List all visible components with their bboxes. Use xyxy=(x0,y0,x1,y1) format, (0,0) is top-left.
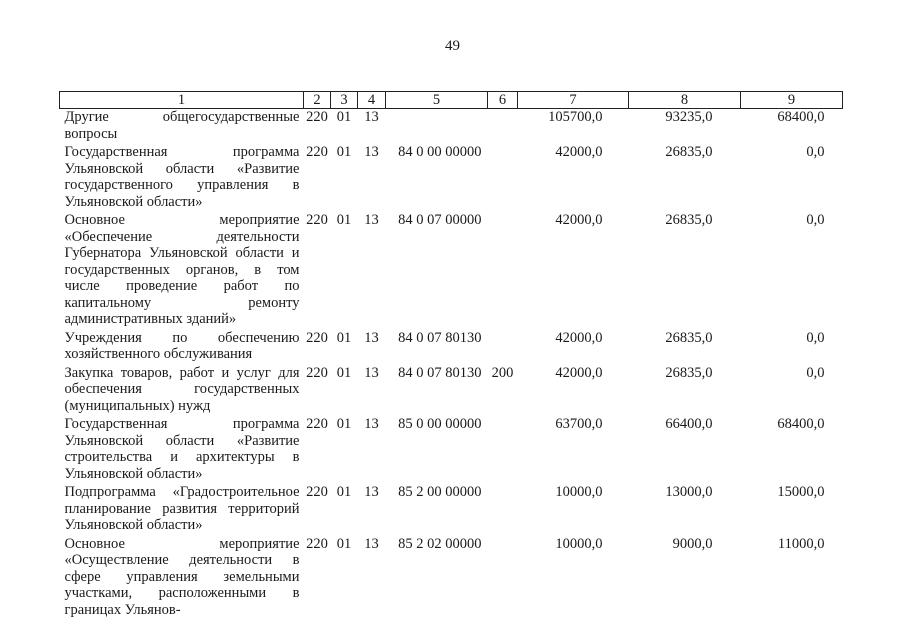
row-name: Другие общегосударственные вопросы xyxy=(64,109,300,142)
cell-col-2: 220 xyxy=(306,364,328,381)
row-name: Закупка товаров, работ и услуг для обеспечения государственных (муниципальных) нужд xyxy=(64,364,300,414)
cell-col-4: 13 xyxy=(364,535,379,552)
table-row xyxy=(60,109,843,145)
cell-col-7: 10000,0 xyxy=(555,535,603,552)
cell-col-7: 10000,0 xyxy=(555,484,603,500)
cell-col-9: 15000,0 xyxy=(777,484,825,500)
cell-col-2: 220 xyxy=(306,535,328,552)
cell-col-4: 13 xyxy=(364,484,379,500)
row-name: Государственная программа Ульяновской области «Развитие государственного управления в Ульяновской области» xyxy=(64,144,300,210)
row-name: Основное мероприятие «Обеспечение деятельности Губернатора Ульяновской области и государственных органов, в том числе проведение работ по капитальному ремонту административных зданий» xyxy=(64,212,300,327)
table-row xyxy=(60,536,843,621)
header-col-8: 8 xyxy=(629,92,741,109)
cell-col-4: 13 xyxy=(364,364,379,381)
cell-col-7: 63700,0 xyxy=(555,416,603,432)
cell-col-3: 01 xyxy=(336,144,352,160)
cell-col-7: 42000,0 xyxy=(555,144,603,160)
cell-col-2: 220 xyxy=(306,109,328,125)
header-row xyxy=(60,92,843,109)
header-col-9: 9 xyxy=(741,92,843,109)
header-col-5: 5 xyxy=(386,92,488,109)
cell-col-4: 13 xyxy=(364,144,379,160)
cell-col-6: 200 xyxy=(491,364,514,381)
cell-col-3: 01 xyxy=(336,109,352,125)
cell-col-9: 0,0 xyxy=(806,364,825,381)
cell-col-5 xyxy=(386,109,488,145)
cell-col-8: 13000,0 xyxy=(665,484,713,500)
cell-col-7: 42000,0 xyxy=(555,364,603,381)
cell-col-5: 84 0 00 00000 xyxy=(398,144,482,160)
cell-col-2: 220 xyxy=(306,144,328,160)
table-row xyxy=(60,365,843,417)
cell-col-7: 42000,0 xyxy=(555,212,603,228)
cell-col-3: 01 xyxy=(336,364,352,381)
table-row xyxy=(60,144,843,212)
cell-col-3: 01 xyxy=(336,535,352,552)
cell-col-9: 68400,0 xyxy=(777,109,825,125)
cell-col-5: 84 0 07 00000 xyxy=(398,212,482,228)
row-name: Основное мероприятие «Осуществление деятельности в сфере управления земельными участками, расположенными в границах Ульянов- xyxy=(64,535,300,618)
cell-col-4: 13 xyxy=(364,212,379,228)
cell-col-8: 26835,0 xyxy=(665,144,713,160)
page-number: 49 xyxy=(445,38,460,54)
cell-col-5: 84 0 07 80130 xyxy=(398,329,482,346)
cell-col-8: 26835,0 xyxy=(665,212,713,228)
cell-col-4: 13 xyxy=(364,109,379,125)
cell-col-7: 42000,0 xyxy=(555,329,603,346)
row-name: Учреждения по обеспечению хозяйственного обслуживания xyxy=(64,329,300,362)
cell-col-6 xyxy=(488,330,518,365)
header-col-1: 1 xyxy=(60,92,304,109)
cell-col-8: 26835,0 xyxy=(665,364,713,381)
cell-col-2: 220 xyxy=(306,416,328,432)
cell-col-4: 13 xyxy=(364,416,379,432)
header-col-6: 6 xyxy=(488,92,518,109)
cell-col-6 xyxy=(488,484,518,536)
cell-col-2: 220 xyxy=(306,329,328,346)
cell-col-6 xyxy=(488,212,518,330)
cell-col-5: 84 0 07 80130 xyxy=(398,364,482,381)
header-col-3: 3 xyxy=(331,92,358,109)
cell-col-9: 0,0 xyxy=(806,144,825,160)
cell-col-5: 85 2 00 00000 xyxy=(398,484,482,500)
cell-col-2: 220 xyxy=(306,484,328,500)
cell-col-9: 0,0 xyxy=(806,212,825,228)
cell-col-6 xyxy=(488,144,518,212)
cell-col-3: 01 xyxy=(336,212,352,228)
cell-col-8: 9000,0 xyxy=(672,535,713,552)
cell-col-3: 01 xyxy=(336,329,352,346)
cell-col-8: 26835,0 xyxy=(665,329,713,346)
cell-col-5: 85 0 00 00000 xyxy=(398,416,482,432)
header-col-4: 4 xyxy=(358,92,386,109)
header-col-7: 7 xyxy=(518,92,629,109)
cell-col-9: 68400,0 xyxy=(777,416,825,432)
table-row xyxy=(60,484,843,536)
cell-col-6 xyxy=(488,536,518,621)
cell-col-6 xyxy=(488,416,518,484)
cell-col-2: 220 xyxy=(306,212,328,228)
row-name: Подпрограмма «Градостроительное планирование развития территорий Ульяновской области» xyxy=(64,484,300,533)
table-row xyxy=(60,330,843,365)
cell-col-3: 01 xyxy=(336,416,352,432)
header-col-2: 2 xyxy=(304,92,331,109)
cell-col-6 xyxy=(488,109,518,145)
cell-col-4: 13 xyxy=(364,329,379,346)
cell-col-8: 93235,0 xyxy=(665,109,713,125)
cell-col-9: 11000,0 xyxy=(777,535,825,552)
cell-col-9: 0,0 xyxy=(806,329,825,346)
cell-col-8: 66400,0 xyxy=(665,416,713,432)
cell-col-5: 85 2 02 00000 xyxy=(398,535,482,552)
cell-col-3: 01 xyxy=(336,484,352,500)
budget-table xyxy=(59,91,843,620)
cell-col-7: 105700,0 xyxy=(548,109,603,125)
row-name: Государственная программа Ульяновской области «Развитие строительства и архитектуры в Ульяновской области» xyxy=(64,416,300,482)
table-row xyxy=(60,212,843,330)
table-row xyxy=(60,416,843,484)
